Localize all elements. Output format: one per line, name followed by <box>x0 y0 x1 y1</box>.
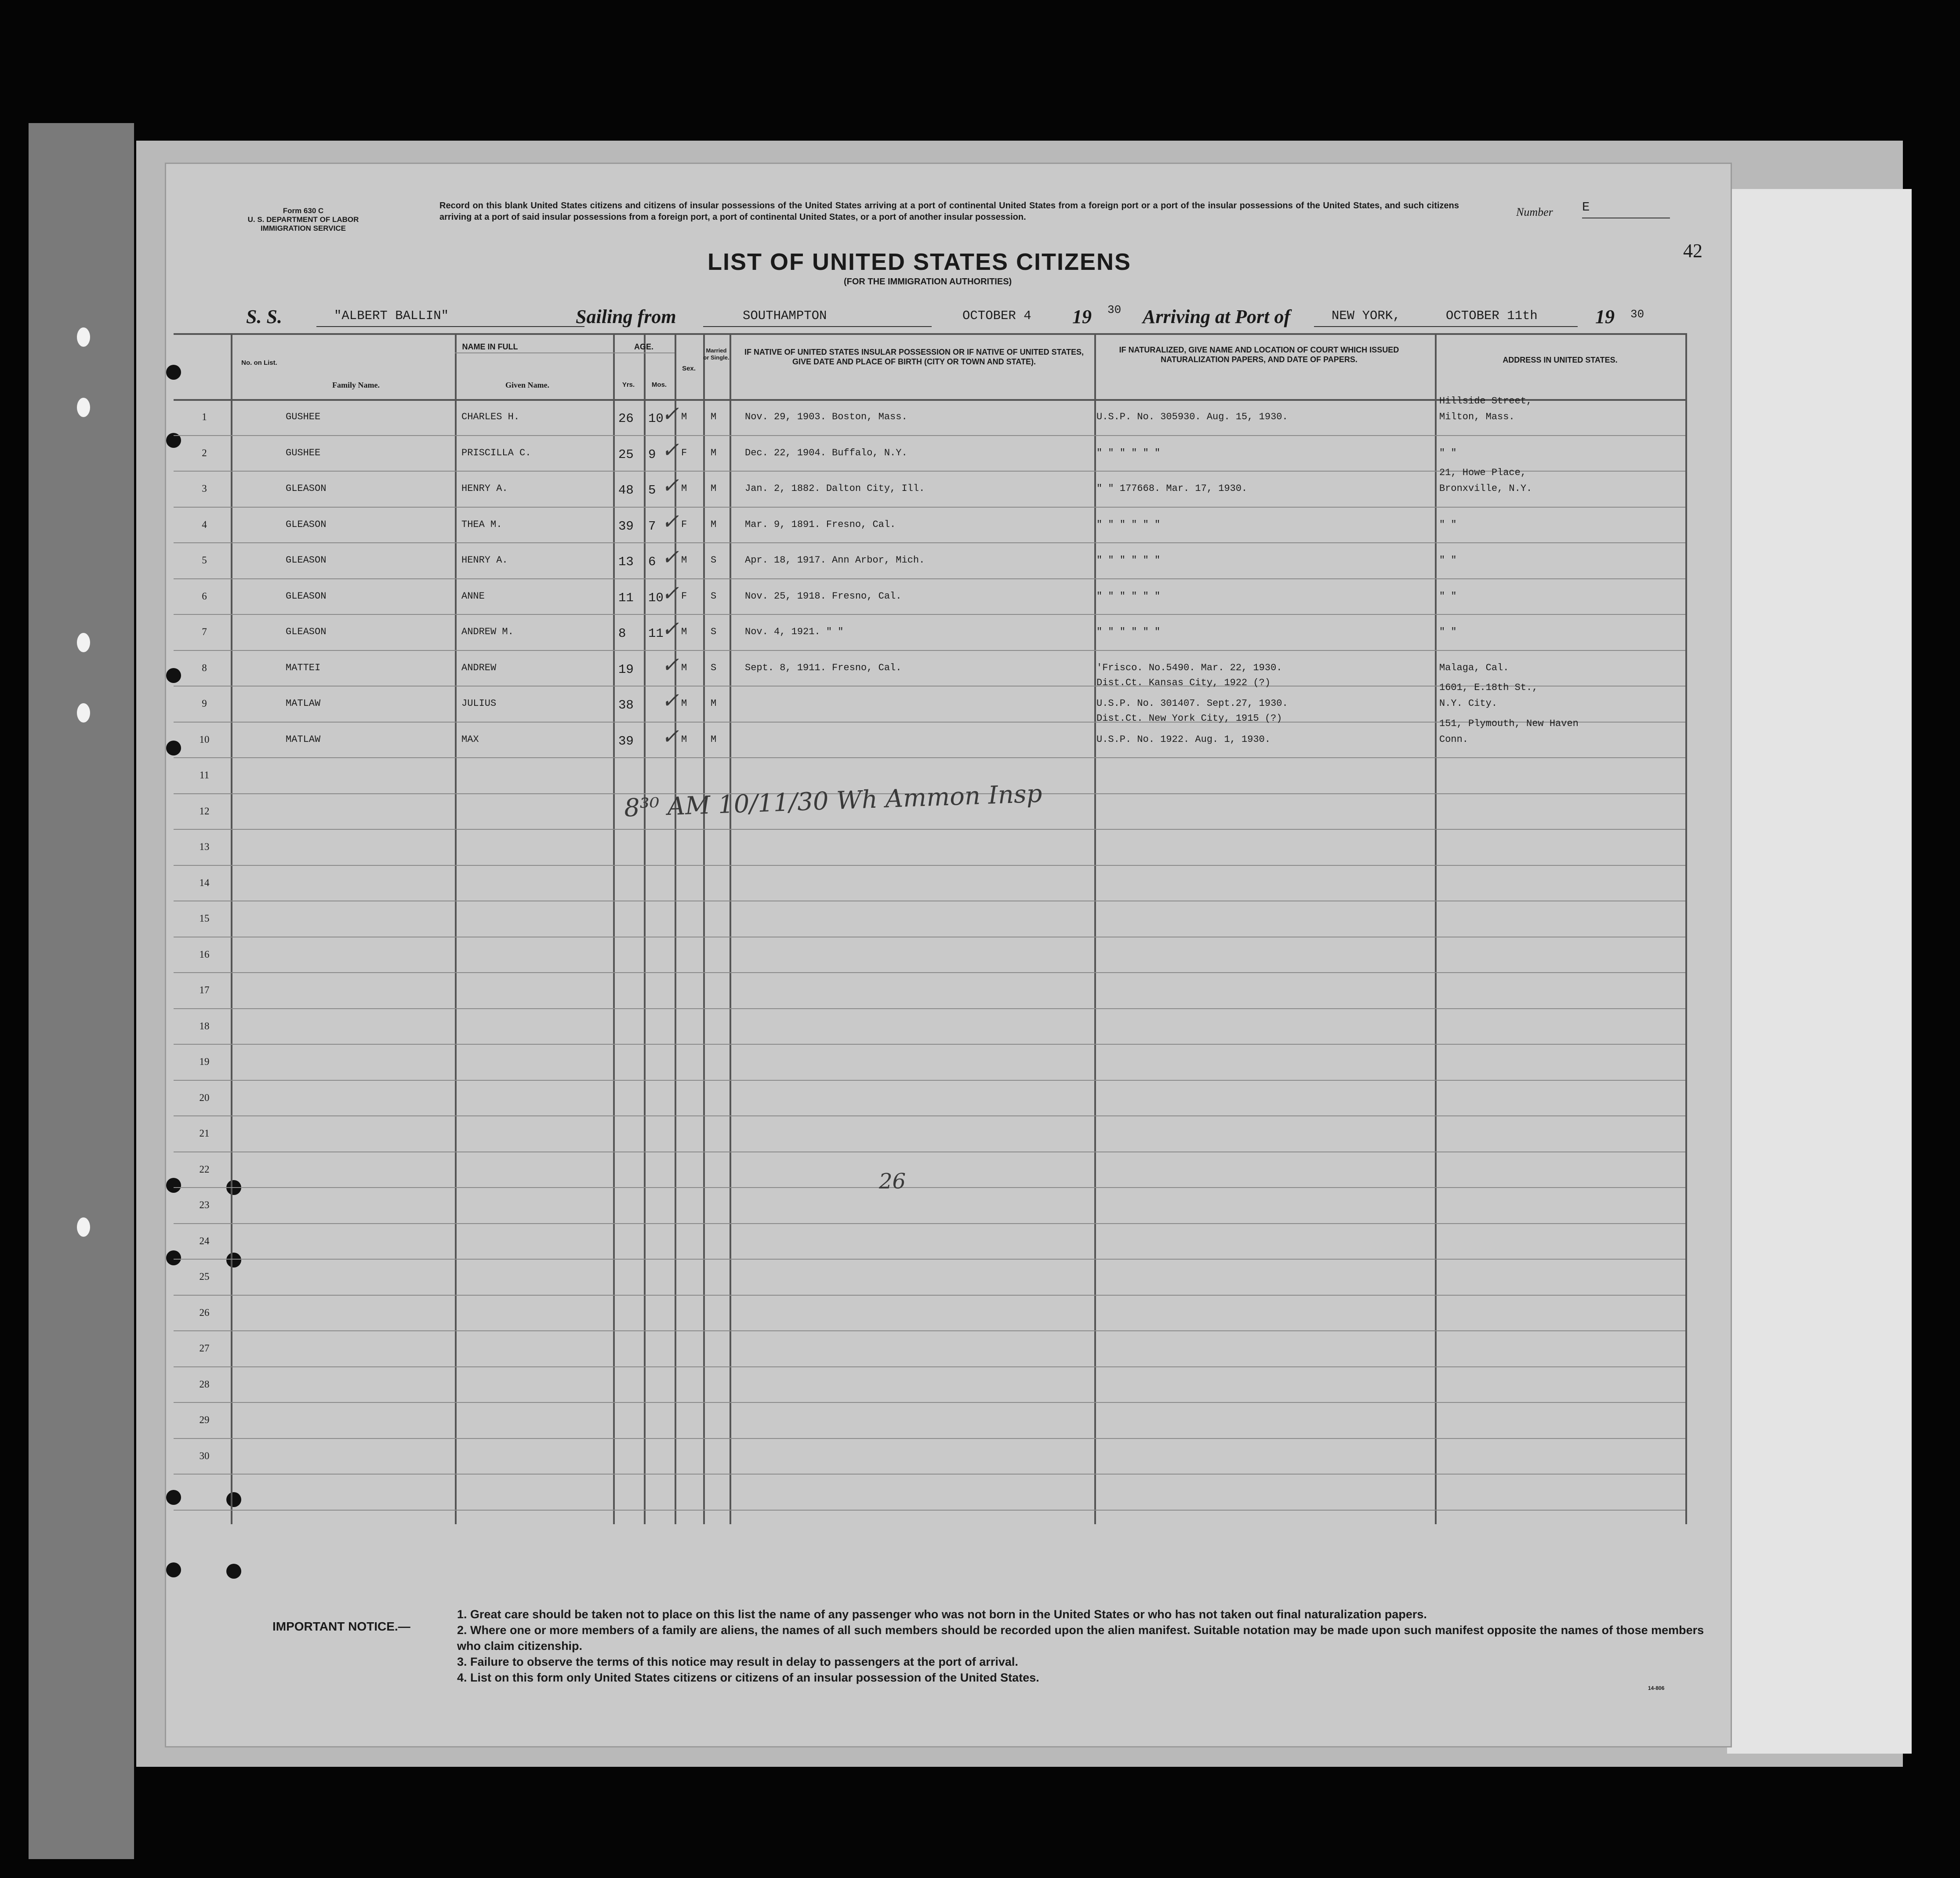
row-rule <box>174 1187 1685 1188</box>
notice-item: 4. List on this form only United States citizens or citizens of an insular possession of the United States. <box>457 1671 1039 1684</box>
given-name-cell: PRISCILLA C. <box>461 447 531 458</box>
empty-row-number: 20 <box>199 1092 210 1103</box>
age-months-cell: 7 <box>648 519 656 534</box>
address-cell-line-2: Conn. <box>1439 734 1469 745</box>
print-code: 14-806 <box>1648 1685 1665 1691</box>
sex-cell: M <box>681 483 687 494</box>
family-name-cell: MATLAW <box>286 698 321 709</box>
row-number: 2 <box>202 447 207 458</box>
row-rule <box>174 1474 1685 1475</box>
number-value: E <box>1582 200 1590 214</box>
arrival-port: NEW YORK, <box>1332 309 1401 323</box>
age-years-cell: 8 <box>618 626 626 641</box>
age-months-cell: 11 <box>648 626 664 641</box>
center-page-number: 26 <box>879 1169 906 1194</box>
marital-status-cell: S <box>711 590 717 602</box>
empty-row-number: 25 <box>199 1271 210 1282</box>
birth-cell: Nov. 4, 1921. " " <box>745 626 844 637</box>
empty-row-number: 18 <box>199 1020 210 1032</box>
age-years-cell: 19 <box>618 662 634 677</box>
age-years-cell: 13 <box>618 555 634 569</box>
ss-label: S. S. <box>246 306 282 327</box>
age-years-cell: 38 <box>618 698 634 712</box>
age-years-cell: 48 <box>618 483 634 498</box>
col-address: ADDRESS IN UNITED STATES. <box>1503 356 1618 364</box>
address-cell: Hillside Street, <box>1439 396 1532 407</box>
birth-cell: Sept. 8, 1911. Fresno, Cal. <box>745 662 902 673</box>
form-id: Form 630 C <box>283 207 324 215</box>
page-number: 42 <box>1683 240 1702 262</box>
punch-hole <box>166 1562 181 1577</box>
col-naturalized: IF NATURALIZED, GIVE NAME AND LOCATION OF COURT WHICH ISSUED NATURALIZATION PAPERS, AND DATE OF PAPERS. <box>1119 345 1399 364</box>
check-mark-icon: ✓ <box>661 581 679 606</box>
row-rule <box>174 1366 1685 1367</box>
arrival-underline <box>1314 326 1578 327</box>
col-no-on-list: No. on List. <box>241 359 277 367</box>
marital-status-cell: S <box>711 626 717 637</box>
empty-row-number: 30 <box>199 1450 210 1461</box>
row-rule <box>174 972 1685 973</box>
birth-cell: Dec. 22, 1904. Buffalo, N.Y. <box>745 447 907 458</box>
row-rule <box>174 829 1685 830</box>
given-name-cell: MAX <box>461 734 479 745</box>
marital-status-cell: M <box>711 519 717 530</box>
row-rule <box>174 1115 1685 1116</box>
empty-row-number: 29 <box>199 1414 210 1425</box>
binder-stub <box>29 123 134 1859</box>
address-cell: " " <box>1439 519 1457 530</box>
naturalization-cell-line-2: Dist.Ct. Kansas City, 1922 (?) <box>1096 677 1271 688</box>
family-name-cell: MATTEI <box>286 662 321 673</box>
age-months-cell: 10 <box>648 411 664 426</box>
naturalization-cell: U.S.P. No. 301407. Sept.27, 1930. <box>1096 698 1288 709</box>
age-years-cell: 11 <box>618 590 634 605</box>
punch-hole <box>77 327 90 347</box>
check-mark-icon: ✓ <box>661 652 679 677</box>
row-rule <box>174 757 1685 758</box>
address-cell-line-2: N.Y. City. <box>1439 698 1498 709</box>
row-rule <box>174 435 1685 436</box>
row-number: 3 <box>202 483 207 494</box>
row-rule <box>174 1438 1685 1439</box>
empty-row-number: 14 <box>199 877 210 888</box>
naturalization-cell: " " " " " " <box>1096 519 1161 530</box>
age-months-cell: 9 <box>648 447 656 462</box>
address-cell: Malaga, Cal. <box>1439 662 1509 673</box>
row-number: 7 <box>202 626 207 637</box>
family-name-cell: GLEASON <box>286 519 327 530</box>
punch-hole <box>77 633 90 652</box>
sailing-port: SOUTHAMPTON <box>743 309 827 323</box>
marital-status-cell: M <box>711 411 717 422</box>
ship-underline <box>316 326 584 327</box>
empty-row-number: 17 <box>199 984 210 995</box>
col-sex: Sex. <box>682 365 696 372</box>
sailing-port-underline <box>703 326 932 327</box>
row-rule <box>174 1044 1685 1045</box>
given-name-cell: THEA M. <box>461 519 502 530</box>
check-mark-icon: ✓ <box>661 545 679 570</box>
age-years-cell: 39 <box>618 734 634 748</box>
marital-status-cell: M <box>711 734 717 745</box>
col-rule <box>1685 333 1687 1524</box>
empty-row-number: 27 <box>199 1343 210 1354</box>
empty-row-number: 19 <box>199 1056 210 1067</box>
marital-status-cell: M <box>711 483 717 494</box>
punch-hole <box>77 703 90 723</box>
punch-hole <box>77 1217 90 1237</box>
check-mark-icon: ✓ <box>661 724 679 749</box>
row-rule <box>174 1330 1685 1331</box>
row-rule <box>174 1510 1685 1511</box>
check-mark-icon: ✓ <box>661 402 679 426</box>
sailing-date: OCTOBER 4 <box>962 309 1031 323</box>
family-name-cell: GUSHEE <box>286 411 321 422</box>
notice-item: 2. Where one or more members of a family are aliens, the names of all such members should be recorded upon the alien manifest. Suitable notation may be made upon such manifest opposite the names of those members who claim citizenship. <box>457 1624 1704 1653</box>
row-rule <box>174 578 1685 579</box>
sailing-label: Sailing from <box>576 306 676 327</box>
agency-line-2: IMMIGRATION SERVICE <box>261 224 346 232</box>
row-rule <box>174 614 1685 615</box>
row-number: 8 <box>202 662 207 673</box>
birth-cell: Apr. 18, 1917. Ann Arbor, Mich. <box>745 555 925 566</box>
address-cell: 1601, E.18th St., <box>1439 682 1538 693</box>
form-instructions: Record on this blank United States citizens and citizens of insular possessions of the United States arriving at a port of continental United States from a foreign port or a port of the insular possessions of the United States, and such citizens arriving at a port of said insular possessions from a foreign port, a port of continental United States, or a port of another insular possession. <box>439 201 1459 222</box>
side-card <box>1727 189 1912 1754</box>
form-id-block <box>220 207 387 233</box>
row-number: 9 <box>202 698 207 709</box>
family-name-cell: GUSHEE <box>286 447 321 458</box>
row-rule <box>174 1008 1685 1009</box>
empty-row-number: 11 <box>199 770 210 781</box>
empty-row-number: 22 <box>199 1163 210 1175</box>
arrival-date: OCTOBER 11th <box>1446 309 1538 323</box>
empty-row-number: 13 <box>199 841 210 852</box>
empty-row-number: 26 <box>199 1307 210 1318</box>
sex-cell: M <box>681 698 687 709</box>
sex-cell: M <box>681 734 687 745</box>
empty-row-number: 28 <box>199 1378 210 1390</box>
sex-cell: M <box>681 411 687 422</box>
col-birth: IF NATIVE OF UNITED STATES INSULAR POSSESSION OR IF NATIVE OF UNITED STATES, GIVE DATE AND PLACE OF BIRTH (CITY OR TOWN AND STATE). <box>744 348 1084 366</box>
notice-items <box>457 1606 1718 1685</box>
empty-row-number: 12 <box>199 805 210 817</box>
marital-status-cell: S <box>711 662 717 673</box>
check-mark-icon: ✓ <box>661 509 679 534</box>
col-age: AGE. <box>634 342 653 351</box>
naturalization-cell-line-2: Dist.Ct. New York City, 1915 (?) <box>1096 713 1282 724</box>
row-rule <box>174 507 1685 508</box>
family-name-cell: MATLAW <box>286 734 321 745</box>
sex-cell: M <box>681 555 687 566</box>
given-name-cell: ANDREW <box>461 662 497 673</box>
check-mark-icon: ✓ <box>661 617 679 641</box>
naturalization-cell: " " 177668. Mar. 17, 1930. <box>1096 483 1248 494</box>
notice-heading: IMPORTANT NOTICE.— <box>272 1620 410 1633</box>
family-name-cell: GLEASON <box>286 626 327 637</box>
col-rule <box>613 333 615 1524</box>
row-rule <box>174 542 1685 543</box>
address-cell-line-2: Milton, Mass. <box>1439 411 1515 422</box>
page-subtitle: (FOR THE IMMIGRATION AUTHORITIES) <box>844 277 1012 287</box>
col-married-single: Married or Single. <box>703 347 730 361</box>
naturalization-cell: " " " " " " <box>1096 626 1161 637</box>
naturalization-cell: " " " " " " <box>1096 447 1161 458</box>
row-rule <box>174 1295 1685 1296</box>
age-months-cell: 5 <box>648 483 656 498</box>
manifest-table <box>174 333 1685 1524</box>
notice-item: 3. Failure to observe the terms of this notice may result in delay to passengers at the port of arrival. <box>457 1655 1018 1668</box>
arrival-year: 30 <box>1630 308 1644 321</box>
marital-status-cell: M <box>711 698 717 709</box>
col-rule <box>455 333 457 1524</box>
family-name-cell: GLEASON <box>286 483 327 494</box>
naturalization-cell: " " " " " " <box>1096 555 1161 566</box>
col-rule <box>1094 333 1096 1524</box>
row-rule <box>174 865 1685 866</box>
row-rule <box>174 1223 1685 1224</box>
given-name-cell: HENRY A. <box>461 555 508 566</box>
col-given-name: Given Name. <box>505 381 549 389</box>
empty-row-number: 15 <box>199 913 210 924</box>
row-number: 10 <box>199 734 210 745</box>
row-number: 6 <box>202 590 207 602</box>
given-name-cell: ANDREW M. <box>461 626 514 637</box>
ship-name: "ALBERT BALLIN" <box>334 309 449 323</box>
address-cell: " " <box>1439 626 1457 637</box>
age-years-cell: 39 <box>618 519 634 534</box>
check-mark-icon: ✓ <box>661 688 679 713</box>
given-name-cell: CHARLES H. <box>461 411 520 422</box>
col-mos: Mos. <box>651 381 667 389</box>
col-name-in-full: NAME IN FULL <box>462 342 518 351</box>
col-yrs: Yrs. <box>622 381 635 389</box>
agency-line-1: U. S. DEPARTMENT OF LABOR <box>247 215 359 224</box>
naturalization-cell: U.S.P. No. 305930. Aug. 15, 1930. <box>1096 411 1288 422</box>
birth-cell: Jan. 2, 1882. Dalton City, Ill. <box>745 483 925 494</box>
punch-hole <box>77 398 90 417</box>
age-years-cell: 25 <box>618 447 634 462</box>
row-number: 5 <box>202 555 207 566</box>
marital-status-cell: S <box>711 555 717 566</box>
age-months-cell: 6 <box>648 555 656 569</box>
sex-cell: M <box>681 626 687 637</box>
col-rule <box>644 333 646 1524</box>
family-name-cell: GLEASON <box>286 555 327 566</box>
sex-cell: F <box>681 447 687 458</box>
address-cell: 21, Howe Place, <box>1439 467 1527 478</box>
age-years-cell: 26 <box>618 411 634 426</box>
sex-cell: M <box>681 662 687 673</box>
col-rule <box>730 333 731 1524</box>
arriving-label: Arriving at Port of <box>1143 306 1291 327</box>
sex-cell: F <box>681 519 687 530</box>
number-label: Number <box>1516 206 1553 218</box>
notice-item: 1. Great care should be taken not to place on this list the name of any passenger who was not born in the United States or who has not taken out final naturalization papers. <box>457 1608 1427 1621</box>
naturalization-cell: U.S.P. No. 1922. Aug. 1, 1930. <box>1096 734 1271 745</box>
row-rule <box>174 1402 1685 1403</box>
row-number: 4 <box>202 519 207 530</box>
empty-row-number: 21 <box>199 1128 210 1139</box>
table-top-rule <box>174 333 1685 335</box>
address-cell: 151, Plymouth, New Haven <box>1439 718 1579 729</box>
col-rule <box>703 333 705 1524</box>
empty-row-number: 16 <box>199 948 210 960</box>
address-cell: " " <box>1439 555 1457 566</box>
given-name-cell: ANNE <box>461 590 485 602</box>
subheader-rule <box>613 352 675 353</box>
address-cell: " " <box>1439 447 1457 458</box>
inspection-stamp-handwriting: 8³⁰ AM 10/11/30 Wh Ammon Insp <box>624 779 1043 823</box>
birth-cell: Nov. 25, 1918. Fresno, Cal. <box>745 590 902 602</box>
empty-row-number: 23 <box>199 1199 210 1210</box>
sailing-year-prefix: 19 <box>1072 306 1092 327</box>
birth-cell: Nov. 29, 1903. Boston, Mass. <box>745 411 907 422</box>
col-rule <box>231 333 232 1524</box>
check-mark-icon: ✓ <box>661 437 679 462</box>
address-cell-line-2: Bronxville, N.Y. <box>1439 483 1532 494</box>
row-rule <box>174 1080 1685 1081</box>
punch-hole <box>226 1564 241 1579</box>
given-name-cell: HENRY A. <box>461 483 508 494</box>
naturalization-cell: " " " " " " <box>1096 590 1161 602</box>
family-name-cell: GLEASON <box>286 590 327 602</box>
row-rule <box>174 650 1685 651</box>
sailing-year: 30 <box>1107 303 1122 316</box>
col-rule <box>1435 333 1437 1524</box>
empty-row-number: 24 <box>199 1235 210 1246</box>
row-rule <box>174 1259 1685 1260</box>
marital-status-cell: M <box>711 447 717 458</box>
birth-cell: Mar. 9, 1891. Fresno, Cal. <box>745 519 896 530</box>
age-months-cell: 10 <box>648 590 664 605</box>
naturalization-cell: 'Frisco. No.5490. Mar. 22, 1930. <box>1096 662 1282 673</box>
row-number: 1 <box>202 411 207 422</box>
check-mark-icon: ✓ <box>661 473 679 498</box>
sex-cell: F <box>681 590 687 602</box>
page-title: LIST OF UNITED STATES CITIZENS <box>708 249 1131 275</box>
arrival-year-prefix: 19 <box>1595 306 1615 327</box>
given-name-cell: JULIUS <box>461 698 497 709</box>
address-cell: " " <box>1439 590 1457 602</box>
col-family-name: Family Name. <box>332 381 380 389</box>
